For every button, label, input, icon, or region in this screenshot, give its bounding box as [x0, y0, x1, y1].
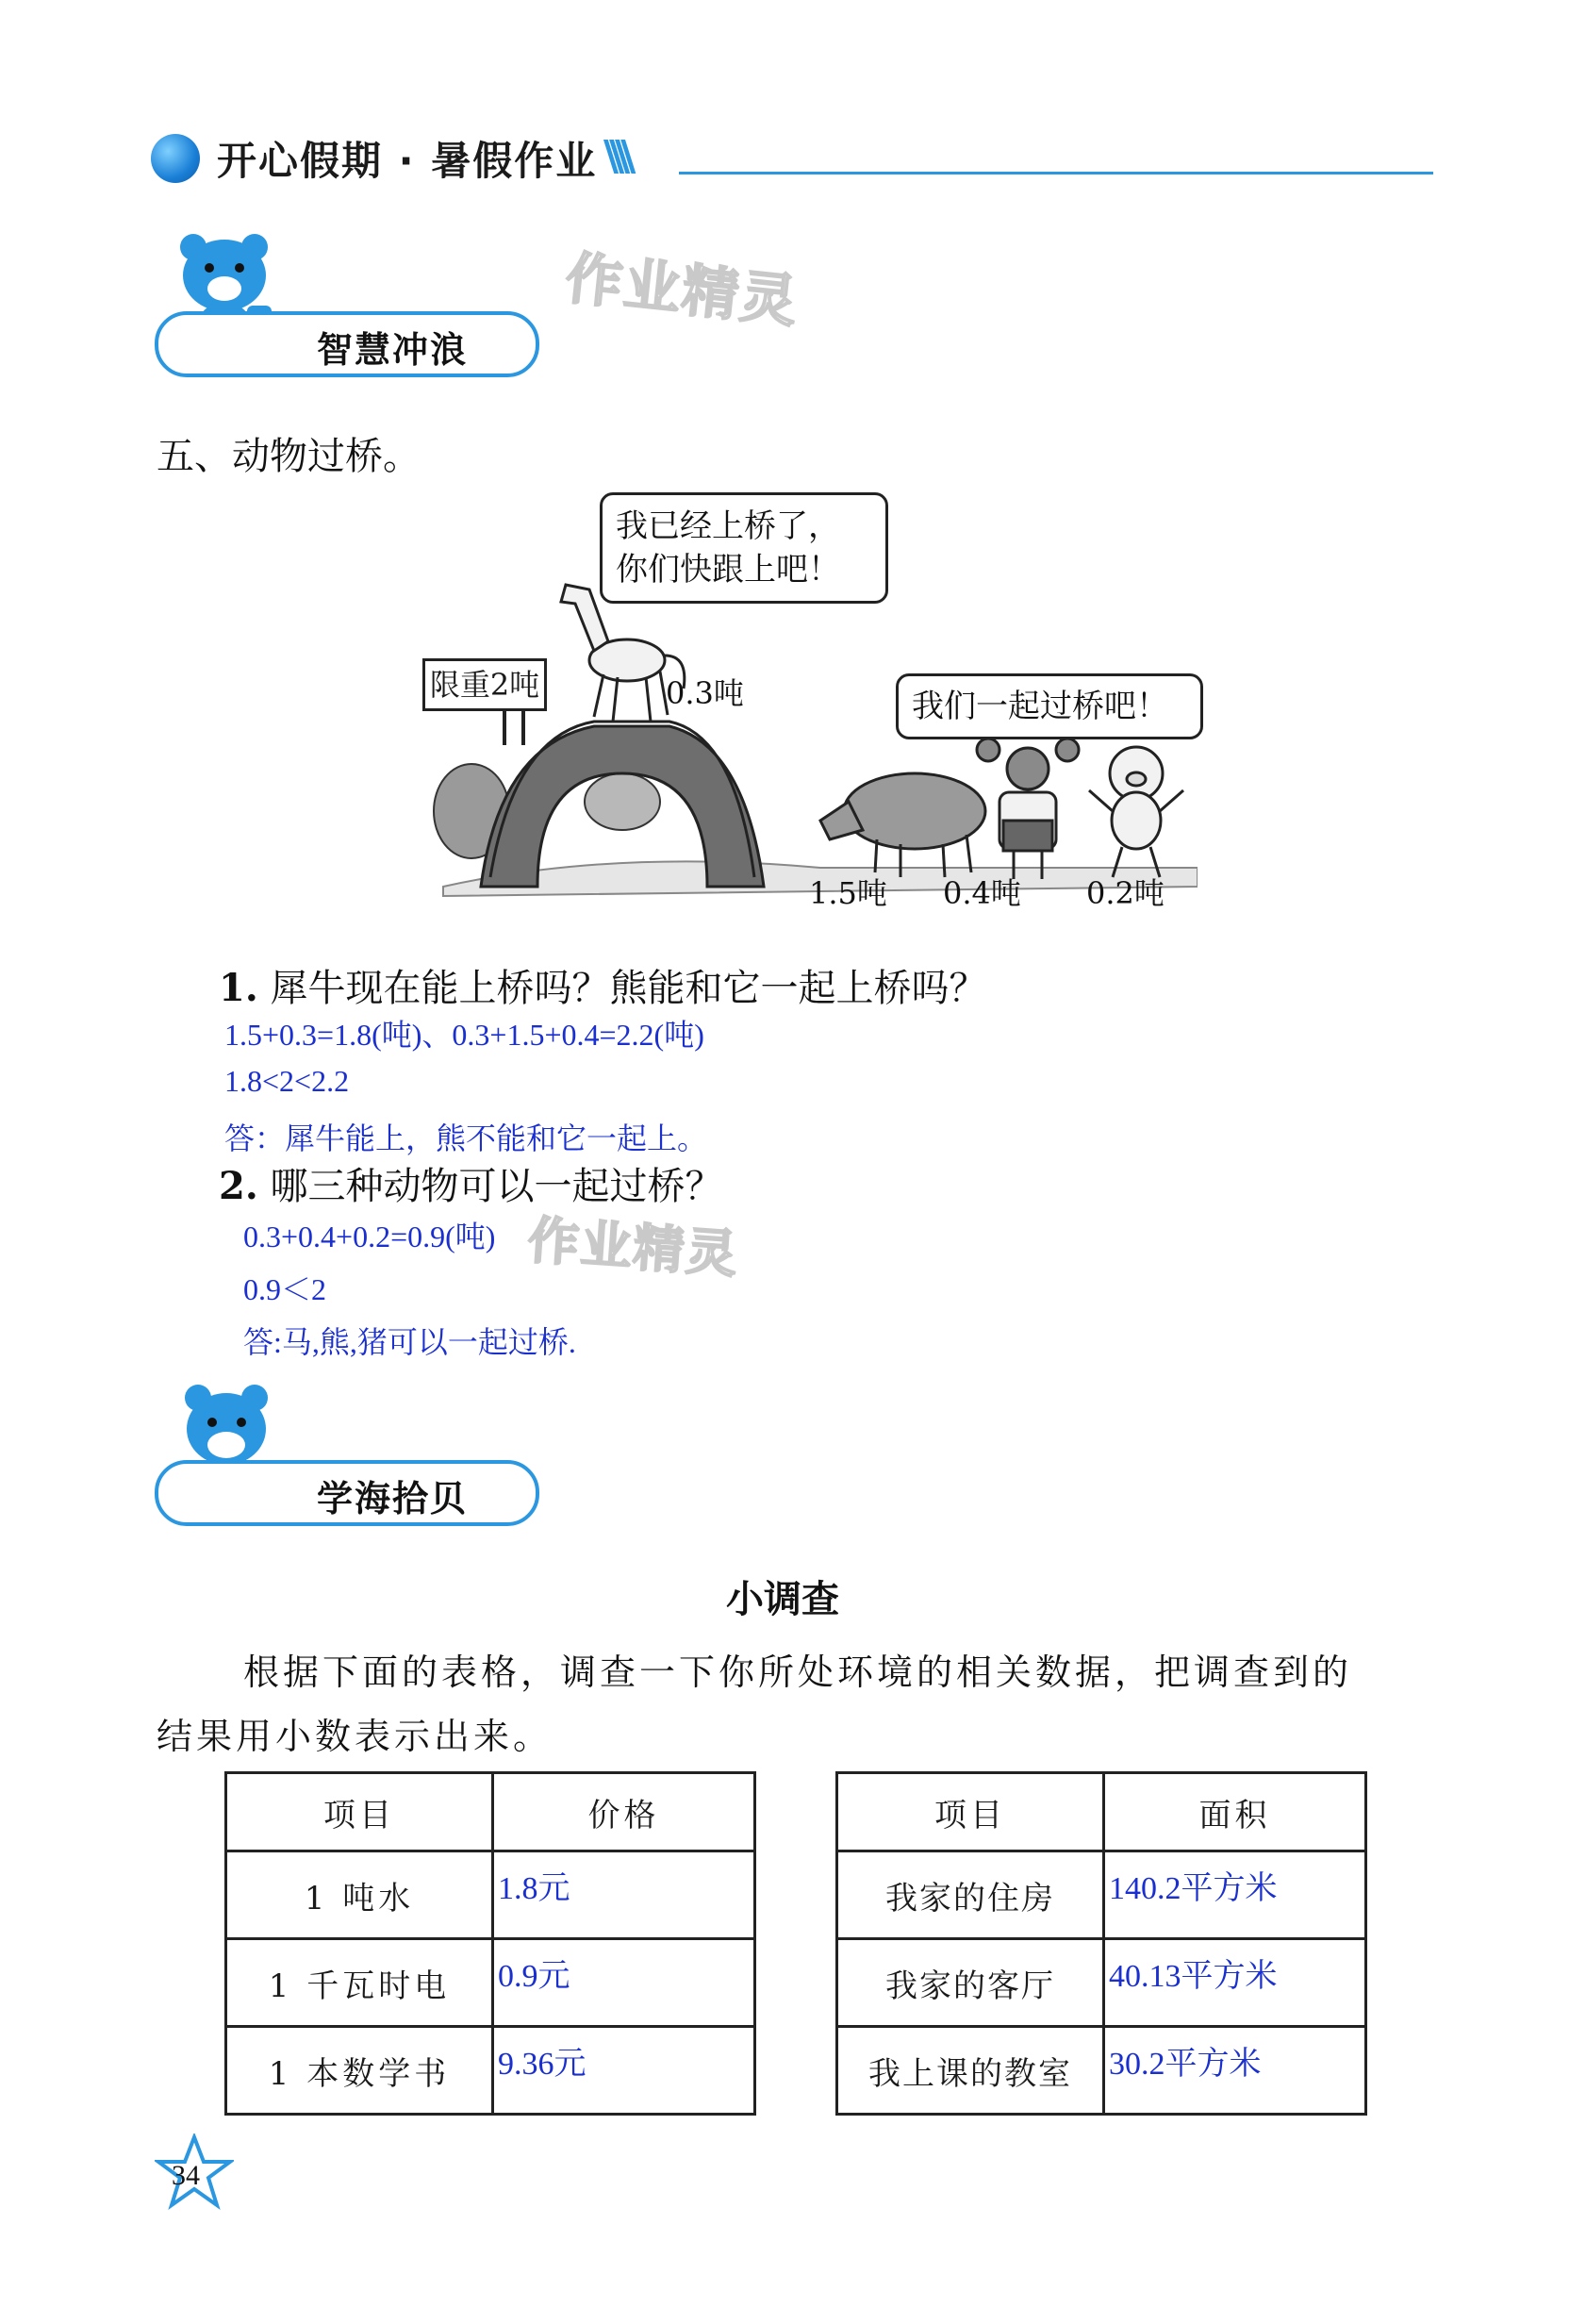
table-cell-value: 140.2平方米 [1104, 1851, 1366, 1939]
horse-speech-bubble [600, 492, 888, 604]
table-cell-item: 1 本数学书 [226, 2027, 493, 2115]
watermark: 作业精灵 [525, 1210, 741, 1285]
table-cell-item: 我家的客厅 [837, 1939, 1104, 2027]
section-banner-learning-label: 学海拾贝 [317, 1478, 469, 1519]
table-row [837, 2027, 1366, 2115]
table-row [226, 2027, 755, 2115]
table-cell-item: 我家的住房 [837, 1851, 1104, 1939]
sub-question-2-number: 2. [219, 1164, 258, 1208]
survey-paragraph-line2: 结果用小数表示出来。 [157, 1716, 553, 1757]
page-header-title: 开心假期 · 暑假作业 [217, 138, 598, 184]
table-header-cell: 项目 [837, 1773, 1104, 1851]
table-row [837, 1851, 1366, 1939]
animals-speech-bubble: 我们一起过桥吧！ [896, 673, 1203, 739]
sub-question-1-text: 犀牛现在能上桥吗？熊能和它一起上桥吗？ [270, 967, 987, 1010]
table-header-row [226, 1773, 755, 1851]
table-cell-item: 我上课的教室 [837, 2027, 1104, 2115]
sub-question-2 [219, 1156, 722, 1210]
sub-question-2-text: 哪三种动物可以一起过桥？ [270, 1165, 723, 1208]
bear-weight: 0.4吨 [943, 875, 1021, 911]
price-table [224, 1771, 756, 2116]
table-cell-item: 1 吨水 [226, 1851, 493, 1939]
horse-weight: 0.3吨 [666, 675, 744, 711]
answer-line: 0.3+0.4+0.2=0.9(吨) [243, 1220, 496, 1253]
sub-question-1 [219, 958, 986, 1012]
survey-title: 小调查 [726, 1578, 839, 1621]
sub-question-1-number: 1. [219, 966, 258, 1010]
weight-limit-sign: 限重2吨 [422, 658, 547, 711]
horse-speech-line1: 我已经上桥了， [616, 507, 840, 545]
table-cell-item: 1 千瓦时电 [226, 1939, 493, 2027]
horse-speech-line2: 你们快跟上吧！ [616, 551, 840, 589]
table-cell-value: 30.2平方米 [1104, 2027, 1366, 2115]
table-cell-value: 40.13平方米 [1104, 1939, 1366, 2027]
table-row [837, 1939, 1366, 2027]
header-slashes: \\\\ [603, 132, 627, 180]
answer-line: 0.9＜2 [243, 1272, 327, 1306]
table-cell-value: 1.8元 [493, 1851, 755, 1939]
section-banner-wisdom-label: 智慧冲浪 [317, 329, 469, 371]
answer-line: 1.5+0.3=1.8(吨)、0.3+1.5+0.4=2.2(吨) [224, 1018, 704, 1052]
table-header-cell: 项目 [226, 1773, 493, 1851]
pig-weight: 0.2吨 [1086, 875, 1165, 911]
table-header-row [837, 1773, 1366, 1851]
header-bullet-icon [151, 134, 200, 183]
survey-paragraph-line1: 根据下面的表格，调查一下你所处环境的相关数据，把调查到的 [243, 1652, 1353, 1693]
table-cell-value: 0.9元 [493, 1939, 755, 2027]
table-header-cell: 面积 [1104, 1773, 1366, 1851]
page-number: 34 [172, 2160, 200, 2191]
table-cell-value: 9.36元 [493, 2027, 755, 2115]
watermark: 作业精灵 [562, 245, 802, 336]
header-rule [679, 172, 1433, 174]
table-header-cell: 价格 [493, 1773, 755, 1851]
rhino-weight: 1.5吨 [809, 875, 887, 911]
table-row [226, 1851, 755, 1939]
table-row [226, 1939, 755, 2027]
answer-line: 答：犀牛能上，熊不能和它一起上。 [224, 1121, 708, 1155]
answer-line: 1.8<2<2.2 [224, 1064, 350, 1098]
area-table [835, 1771, 1367, 2116]
answer-line: 答:马,熊,猪可以一起过桥. [243, 1325, 576, 1359]
question-title: 五、动物过桥。 [157, 435, 421, 478]
